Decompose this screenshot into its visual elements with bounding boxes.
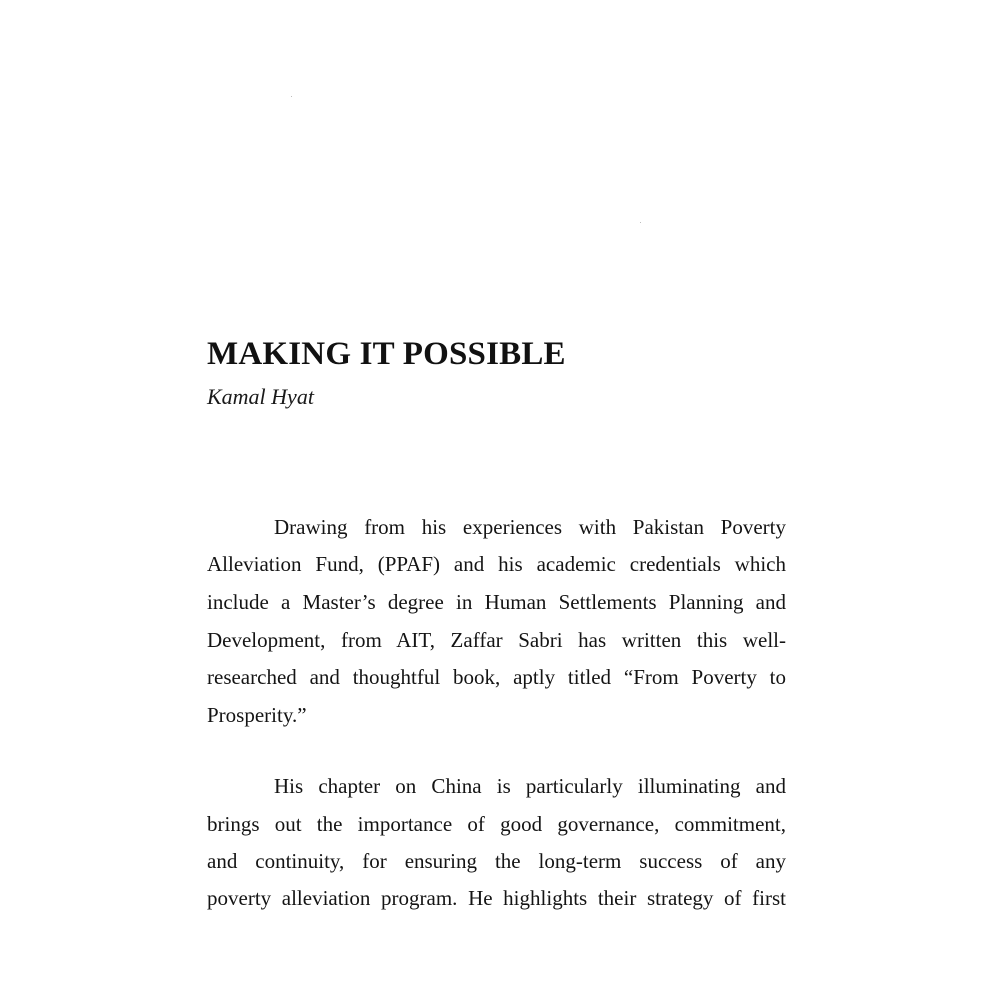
paper-speck — [291, 96, 292, 97]
text-line: and continuity, for ensuring the long-term success of any — [207, 849, 786, 873]
text-line: Drawing from his experiences with Pakistan Poverty — [274, 515, 786, 539]
paper-speck — [640, 222, 641, 223]
text-line: brings out the importance of good governance, commitment, — [207, 812, 786, 836]
text-line: Alleviation Fund, (PPAF) and his academic credentials which — [207, 552, 786, 576]
text-line: researched and thoughtful book, aptly titled “From Poverty to — [207, 665, 786, 689]
text-line: include a Master’s degree in Human Settlements Planning and — [207, 590, 786, 614]
chapter-author: Kamal Hyat — [207, 384, 314, 409]
text-line: His chapter on China is particularly illuminating and — [274, 774, 786, 798]
text-line: poverty alleviation program. He highlights their strategy of first — [207, 886, 786, 910]
text-line: Development, from AIT, Zaffar Sabri has written this well- — [207, 628, 786, 652]
text-line: Prosperity.” — [207, 703, 307, 727]
chapter-title: MAKING IT POSSIBLE — [207, 336, 566, 372]
